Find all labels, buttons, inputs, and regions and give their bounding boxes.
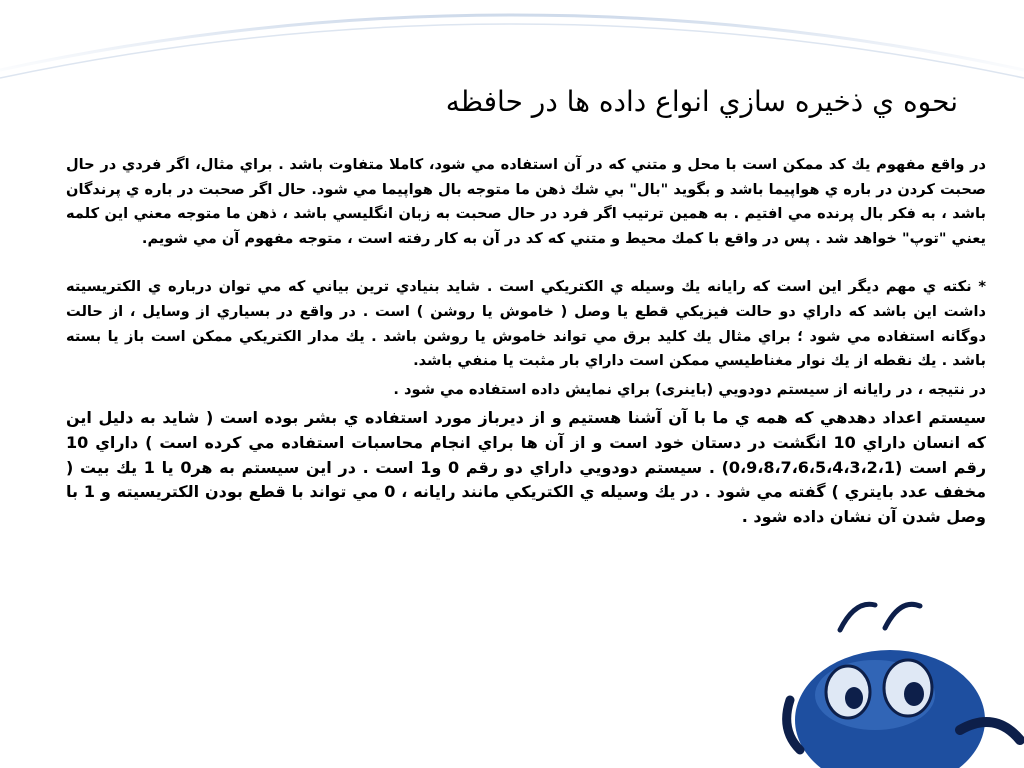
paragraph-code-meaning: در واقع مفهوم يك كد ممكن است با محل و متني كه در آن استفاده مي شود، كاملا متفاوت باشد . براي مثال، اگر فردي در حال صحبت كردن در باره ي هواپيما باشد و بگويد "بال" بي شك ذهن ما متوجه بال هواپيما مي شود. حال اگر صحبت در باره ي پرندگان باشد ، به فكر بال پرنده مي افتيم . به همين ترتيب اگر فرد در حال صحبت به زبان انگليسي باشد ، ذهن ما متوجه معني اين كلمه يعني "توپ" خواهد شد . پس در واقع با كمك محيط و متني كه كد در آن به كار رفته است ، متوجه مفهوم آن مي شويم. [66,156,986,247]
slide-body [66,153,986,529]
paragraph-number-systems: سيستم اعداد دهدهي كه همه ي ما با آن آشنا هستيم و از ديرباز مورد استفاده ي بشر بوده است ( شايد به دليل اين كه انسان داراي 10 انگشت در دستان خود است و از آن ها براي انجام محاسبات استفاده مي كرده است ) داراي 10 رقم است (0،9،8،7،6،5،4،3،2،1) . سيستم دودويي داراي دو رقم 0 و1 است . در اين سيستم به هر0 يا 1 يك بيت ( مخفف عدد بايتري ) گفته مي شود . در يك وسيله ي الكتريكي مانند رايانه ، 0 مي تواند با قطع بودن الكتريسيته و 1 با وصل شدن آن نشان داده شود . [66,408,987,526]
paragraph-electricity-note: * نكته ي مهم ديگر اين است كه رايانه يك وسيله ي الكتريكي است . شايد بنيادي ترين بياني كه مي توان درباره ي الكتريسيته داشت اين باشد كه داراي دو حالت فيزيكي قطع يا وصل ( خاموش يا روشن ) است . در واقع در بسياري از وسايل ، از حالت دوگانه استفاده مي شود ؛ براي مثال يك كليد برق مي تواند خاموش يا روشن باشد . يك مدار الكتريكي ممكن است باز يا بسته باشد . يك نقطه از يك نوار مغناطيسي ممكن است داراي بار مثبت يا منفي باشد. [66,278,986,370]
ant-mascot-image [780,600,1024,768]
slide-title: نحوه ي ذخيره سازي انواع داده ها در حافظه [445,85,958,118]
paragraph-binary-usage: در نتيجه ، در رايانه از سيستم دودويي (باينرى) براي نمايش داده استفاده مي شود . [393,380,986,398]
